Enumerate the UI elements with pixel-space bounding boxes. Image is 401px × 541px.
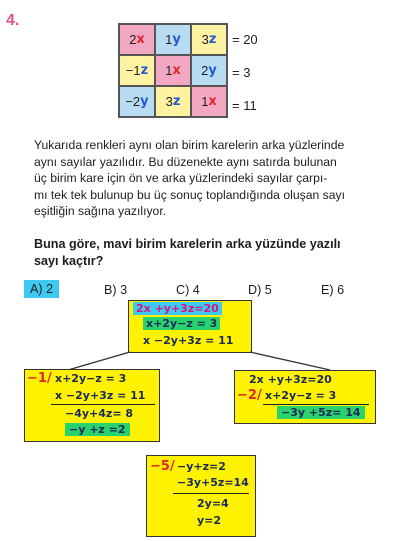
hw-line: 2x +y+3z=20 <box>133 302 222 315</box>
paragraph-line: Yukarıda renkleri aynı olan birim karelerin arka yüzlerinde <box>34 138 345 152</box>
cell-var: y <box>172 32 181 47</box>
cell-coef: −2 <box>125 94 141 109</box>
hw-rule <box>173 493 249 494</box>
cell-coef: 3 <box>201 32 209 47</box>
row-result: = 20 <box>232 32 258 47</box>
cell-var: y <box>140 94 149 109</box>
cell-coef: −1 <box>125 63 141 78</box>
paragraph-line: üç birim kare için ön ve arka yüzlerindeki sayılar çarpı- <box>34 171 328 186</box>
paragraph-line: eşitliğin sağına yazılıyor. <box>34 204 167 219</box>
question-line: sayı kaçtır? <box>34 254 104 268</box>
grid-cell <box>119 24 155 55</box>
hw-line: x+2y−z = 3 <box>265 389 337 402</box>
grid-cell <box>119 55 155 86</box>
cell-var: x <box>172 63 181 78</box>
cell-coef: 2 <box>201 63 209 78</box>
hw-rule <box>51 404 155 405</box>
cell-var: z <box>208 32 217 47</box>
hw-rule <box>263 404 369 405</box>
hw-multiplier: −5/ <box>150 459 175 474</box>
option-d[interactable]: D) 5 <box>248 283 272 297</box>
hw-line: −3y +5z= 14 <box>277 406 365 419</box>
option-b[interactable]: B) 3 <box>104 283 128 297</box>
hw-text: x+2y−z = 3 <box>143 317 220 330</box>
grid-cell <box>155 86 191 117</box>
row-result: = 11 <box>232 98 257 113</box>
grid-cell <box>119 86 155 117</box>
cell-var: x <box>208 94 217 109</box>
work-box-bottom <box>146 455 256 537</box>
hw-line: −4y+4z= 8 <box>65 407 134 420</box>
problem-paragraph <box>34 137 364 220</box>
grid-cell <box>191 55 227 86</box>
hw-line: −3y+5z=14 <box>177 476 249 489</box>
cell-coef: 1 <box>201 94 209 109</box>
hw-line: y=2 <box>197 514 222 527</box>
work-box-left <box>24 369 160 442</box>
cell-coef: 3 <box>165 94 173 109</box>
question-line: Buna göre, mavi birim karelerin arka yüzünde yazılı <box>34 237 341 251</box>
hw-line: 2y=4 <box>197 497 229 510</box>
question-number: 4. <box>6 12 20 29</box>
hw-line: x+2y−z = 3 <box>55 372 127 385</box>
cell-var: y <box>208 63 217 78</box>
work-box-right <box>234 370 376 424</box>
hw-line: −y+z=2 <box>177 460 226 473</box>
row-result: = 3 <box>232 65 251 80</box>
grid-cell <box>191 24 227 55</box>
hw-line: −y +z =2 <box>65 423 130 436</box>
grid-cell <box>155 24 191 55</box>
grid-cell <box>191 86 227 117</box>
paragraph-line: aynı sayılar yazılıdır. Bu düzenekte aynı satırda bulunan <box>34 154 337 169</box>
option-c[interactable]: C) 4 <box>176 283 200 297</box>
cell-var: z <box>140 63 149 78</box>
cell-coef: 1 <box>165 63 173 78</box>
hw-multiplier: −2/ <box>237 388 262 403</box>
option-a[interactable]: A) 2 <box>24 280 59 298</box>
paragraph-line: mı tek tek bulunup bu üç sonuç toplandığında oluşan sayı <box>34 187 345 202</box>
hw-line: x −2y+3z = 11 <box>55 389 146 402</box>
grid-cell <box>155 55 191 86</box>
hw-line: x −2y+3z = 11 <box>143 334 234 347</box>
cell-var: x <box>136 32 145 47</box>
color-grid <box>118 23 228 118</box>
cell-coef: 1 <box>165 32 173 47</box>
hw-multiplier: −1/ <box>27 371 52 386</box>
hw-line: 2x +y+3z=20 <box>249 373 332 386</box>
cell-var: z <box>172 94 181 109</box>
option-e[interactable]: E) 6 <box>321 283 345 297</box>
cell-coef: 2 <box>129 32 137 47</box>
hw-line <box>143 317 220 330</box>
question-prompt <box>34 236 364 270</box>
